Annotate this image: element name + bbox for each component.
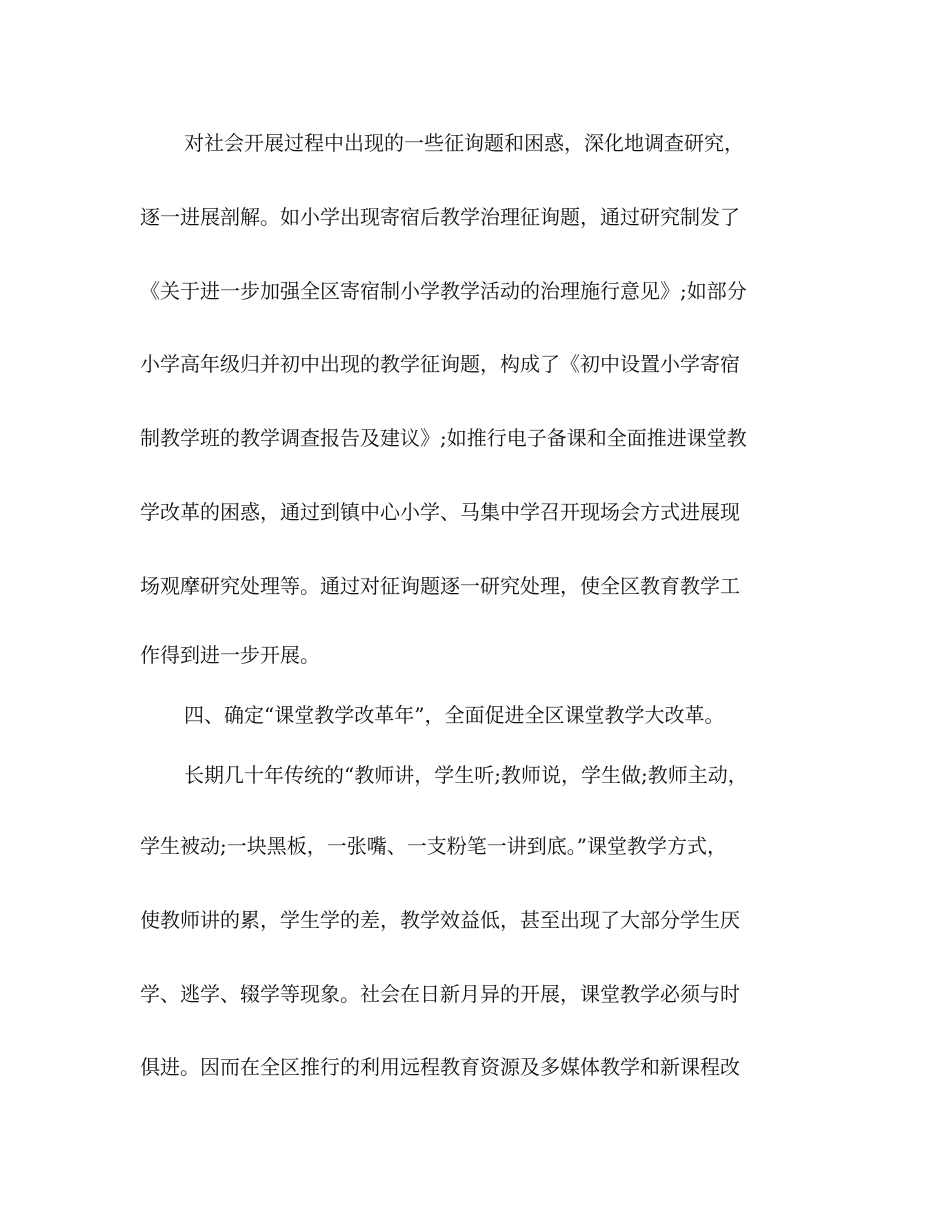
paragraph-line: 作得到进一步开展。 xyxy=(140,643,320,667)
paragraph-line: 逐一进展剖解。如小学出现寄宿后教学治理征询题，通过研究制发了 xyxy=(140,205,740,229)
paragraph-line: 制教学班的教学调查报告及建议》;如推行电子备课和全面推进课堂教 xyxy=(140,426,747,450)
paragraph-line: 学生被动;一块黑板，一张嘴、一支粉笔一讲到底。”课堂教学方式， xyxy=(140,834,727,858)
paragraph-line: 场观摩研究处理等。通过对征询题逐一研究处理，使全区教育教学工 xyxy=(140,574,740,598)
paragraph-line: 小学高年级归并初中出现的教学征询题，构成了《初中设置小学寄宿 xyxy=(140,352,740,376)
paragraph-line: 《关于进一步加强全区寄宿制小学教学活动的治理施行意见》;如部分 xyxy=(140,279,747,303)
section-heading: 四、确定“课堂教学改革年”，全面促进全区课堂教学大改革。 xyxy=(184,703,725,727)
paragraph-line: 长期几十年传统的“教师讲，学生听;教师说，学生做;教师主动， xyxy=(184,763,748,787)
paragraph-line: 使教师讲的累，学生学的差，教学效益低，甚至出现了大部分学生厌 xyxy=(140,908,740,932)
paragraph-line: 对社会开展过程中出现的一些征询题和困惑，深化地调查研究， xyxy=(184,131,744,155)
paragraph-line: 学改革的困惑，通过到镇中心小学、马集中学召开现场会方式进展现 xyxy=(140,500,740,524)
paragraph-line: 学、逃学、辍学等现象。社会在日新月异的开展，课堂教学必须与时 xyxy=(140,982,740,1006)
paragraph-line: 俱进。因而在全区推行的利用远程教育资源及多媒体教学和新课程改 xyxy=(140,1055,740,1079)
